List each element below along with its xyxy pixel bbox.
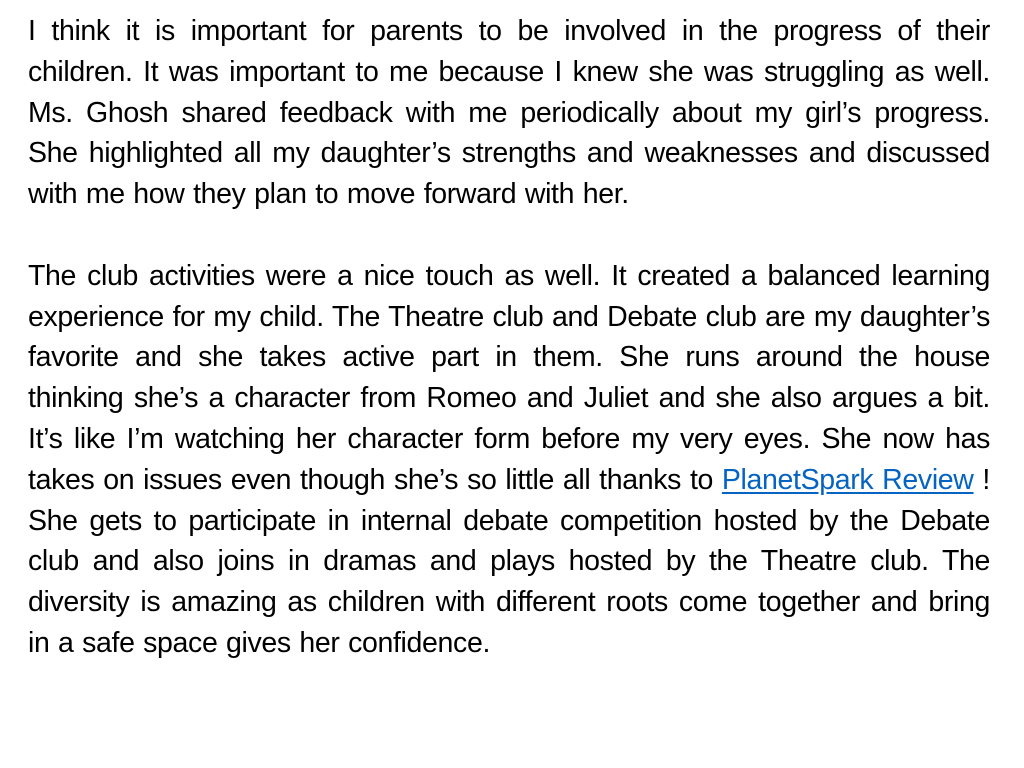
planetspark-review-link[interactable]: PlanetSpark Review (721, 463, 974, 496)
paragraph-club-activities (28, 256, 990, 664)
paragraph-text-after-link: ! She gets to participate in internal debate competition hosted by the Debate club and also joins in dramas and plays hosted by the Theatre club. The diversity is amazing as children with different roots come together and bring in a safe space gives her confidence. (28, 463, 990, 659)
paragraph-text-before-link: The club activities were a nice touch as well. It created a balanced learning experience for my child. The Theatre club and Debate club are my daughter’s favorite and she takes active part in them. She runs around the house thinking she’s a character from Romeo and Juliet and she also argues a bit. It’s like I’m watching her character form before my very eyes. She now has takes on issues even though she’s so little all thanks to (28, 259, 990, 496)
paragraph-parent-involvement: I think it is important for parents to be involved in the progress of their children. It was important to me because I knew she was struggling as well. Ms. Ghosh shared feedback with me periodically about my girl’s progress. She highlighted all my daughter’s strengths and weaknesses and discussed with me how they plan to move forward with her. (28, 15, 990, 211)
